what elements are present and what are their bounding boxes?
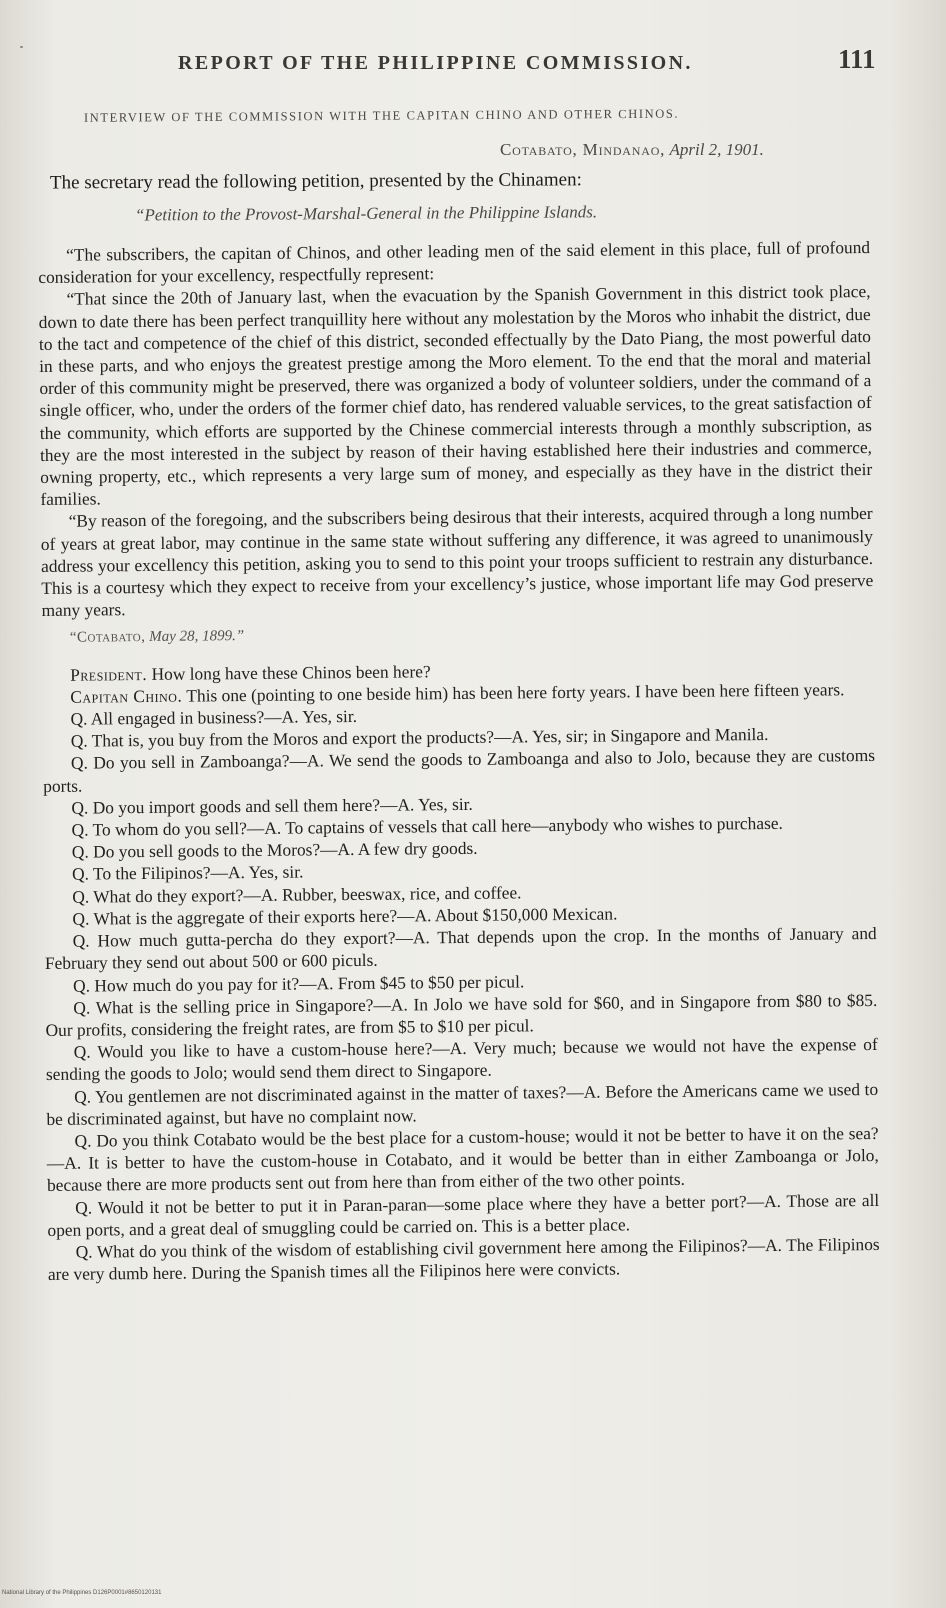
question-answer: Q. What do you think of the wisdom of establishing civil government here among the Filipinos?—A. The Filipinos are very dumb here. During the Spanish times all the Filipinos here were convicts. bbox=[47, 1233, 880, 1285]
question-answer: Q. Do you sell goods to the Moros?—A. A few dry goods. bbox=[71, 838, 478, 862]
question-answer: Q. That is, you buy from the Moros and export the products?—A. Yes, sir; in Singapore and Manila. bbox=[70, 724, 769, 751]
scan-footer: National Library of the Philippines D126P0001#8650120131 bbox=[2, 1590, 162, 1596]
question-answer: Q. Would you like to have a custom-house here?—A. Very much; because we would not have the expense of sending the goods to Jolo; would send them direct to Singapore. bbox=[45, 1034, 878, 1085]
petition-title: “Petition to the Provost-Marshal-General in the Philippine Islands. bbox=[134, 202, 598, 225]
question-answer: Q. How much do you pay for it?—A. From $45 to $50 per picul. bbox=[73, 970, 525, 996]
petition-paragraph: “That since the 20th of January last, when the evacuation by the Spanish Government in this district took place, down to date there has been perfect tranquillity here without any molestation by the Moros who inhabit the district, due to the tact and competence of the chief of this district, seconded effectually by the Dato Piang, the most powerful dato in these parts, and who enjoys the greatest prestige among the Moro element. To the end that the moral and material order of this community might be preserved, there was organized a body of volunteer soldiers, under the command of a single officer, who, under the orders of the former chief dato, has rendered valuable services, to the great satisfaction of the community, which efforts are supported by the Chinese commercial interests through a monthly subscription, as they are the most interested in the subject by reason of their having established here their industries and commerce, owning property, etc., which represents a very large sum of money, and especially as they have in the district their families. bbox=[38, 281, 873, 510]
page-header bbox=[0, 44, 946, 84]
dateline-date: April 2, 1901. bbox=[669, 140, 764, 159]
document-body bbox=[38, 236, 880, 1285]
question-answer: Q. Do you sell in Zamboanga?—A. We send the goods to Zamboanga and also to Jolo, because they are customs ports. bbox=[43, 745, 876, 796]
question-answer: Q. How much gutta-percha do they export?—A. That depends upon the crop. In the months of January and February they send out about 500 or 600 piculs. bbox=[44, 923, 877, 974]
question-answer: Q. To whom do you sell?—A. To captains of vessels that call here—anybody who wishes to purchase. bbox=[71, 812, 783, 840]
speaker-label: President. bbox=[70, 663, 148, 685]
question-answer: Q. To the Filipinos?—A. Yes, sir. bbox=[71, 861, 304, 885]
signature-date: May 28, 1899.” bbox=[149, 628, 245, 646]
petition-paragraph: “The subscribers, the capitan of Chinos, and other leading men of the said element in this place, full of profound consideration for your excellency, respectfully represent: bbox=[38, 237, 871, 288]
question-answer: Q. What is the aggregate of their exports here?—A. About $150,000 Mexican. bbox=[72, 903, 618, 929]
petition-paragraph: “By reason of the foregoing, and the subscribers being desirous that their interests, acquired through a long number of years at great labor, may continue in the same state without suffering any difference, it was agreed to unanimously address your excellency this petition, asking you to send to this point your troops sufficient to restrain any disturbance. This is a courtesy which they expect to receive from your excellency’s justice, whose important life may God preserve many years. bbox=[40, 503, 874, 621]
question-answer: Q. All engaged in business?—A. Yes, sir. bbox=[70, 706, 358, 729]
running-title: REPORT OF THE PHILIPPINE COMMISSION. bbox=[178, 52, 693, 74]
interview-text: How long have these Chinos been here? bbox=[151, 660, 431, 684]
question-answer: Q. What is the selling price in Singapore?—A. In Jolo we have sold for $60, and in Singapore from $80 to $85. Our profits, considering the freight rates, are from $5 to $10 per picul. bbox=[45, 989, 878, 1040]
interview-text: This one (pointing to one beside him) has been here forty years. I have been here fifteen years. bbox=[186, 679, 845, 706]
intro-sentence: The secretary read the following petition, presented by the Chinamen: bbox=[49, 169, 582, 194]
question-answer: Q. What do they export?—A. Rubber, beeswax, rice, and coffee. bbox=[72, 882, 522, 907]
question-answer: Q. Do you think Cotabato would be the best place for a custom-house; would it not be better to have it on the sea?—A. It is better to have the custom-house in Cotabato, and it would be better than in either Zamboanga or Jolo, because there are more products sent out from here than from either of the two other points. bbox=[46, 1122, 879, 1196]
question-answer: Q. Would it not be better to put it in Paran-paran—some place where they have a better port?—A. Those are all open ports, and a great deal of smuggling could be carried on. This is a better place. bbox=[47, 1189, 880, 1240]
petition-signature bbox=[42, 619, 874, 649]
dateline-place: Cotabato, Mindanao, bbox=[500, 140, 666, 159]
section-subhead: INTERVIEW OF THE COMMISSION WITH THE CAPITAN CHINO AND OTHER CHINOS. bbox=[83, 106, 680, 125]
page-number: 111 bbox=[838, 44, 876, 74]
dateline bbox=[500, 140, 764, 160]
signature-place: “Cotabato, bbox=[69, 629, 146, 647]
question-answer: Q. Do you import goods and sell them here?—A. Yes, sir. bbox=[71, 793, 473, 818]
question-answer: Q. You gentlemen are not discriminated against in the matter of taxes?—A. Before the Americans came we used to be discriminated against, but have no complaint now. bbox=[46, 1078, 879, 1129]
speaker-label: Capitan Chino. bbox=[70, 685, 183, 707]
